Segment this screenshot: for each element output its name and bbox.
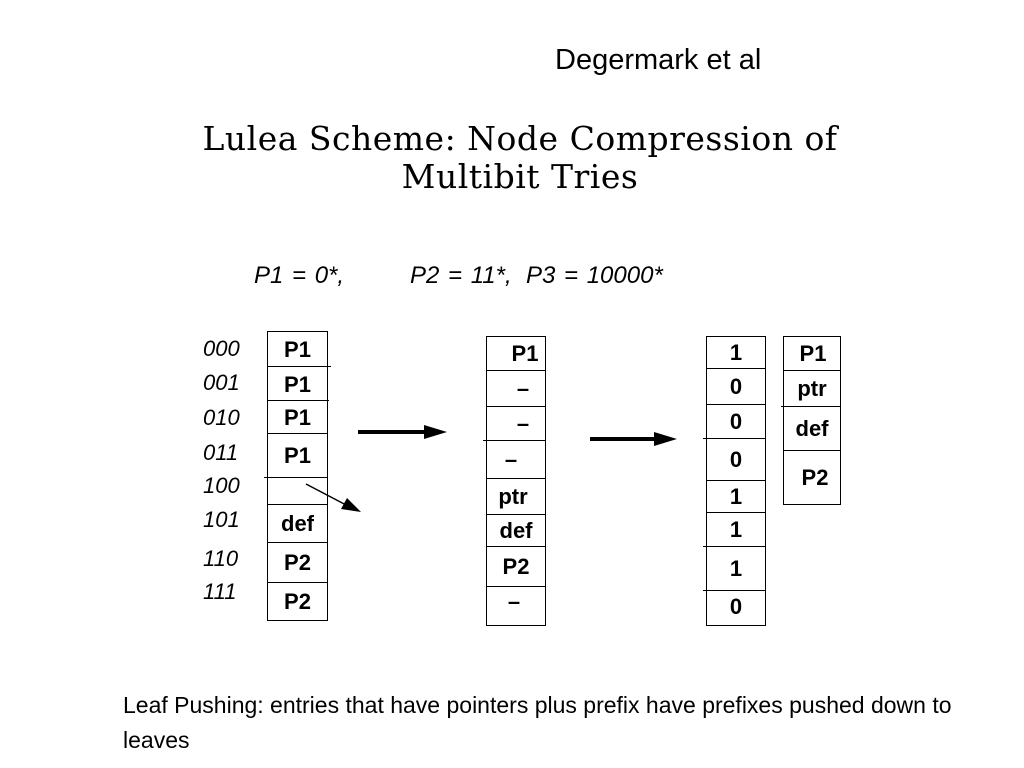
bitmap-cell: 0 <box>729 447 743 472</box>
diagonal-arrow-icon <box>306 484 361 512</box>
bit-label: 001 <box>203 370 240 395</box>
table-cell: – <box>507 589 521 614</box>
prefix-p2: P2 = 11*, <box>410 262 512 289</box>
table-cell: def <box>499 518 533 543</box>
bit-label: 011 <box>203 440 239 465</box>
table-cell: P2 <box>284 550 311 575</box>
prefix-p3: P3 = 10000* <box>526 262 663 289</box>
bitmap-cell: 0 <box>729 374 743 399</box>
bit-label: 110 <box>203 546 239 571</box>
bitmap-cell: 1 <box>729 484 743 509</box>
table-cell: P2 <box>801 464 829 490</box>
bit-label: 111 <box>203 579 237 604</box>
arrow-right-icon <box>358 425 447 439</box>
table-cell: def <box>795 416 829 441</box>
bit-label: 100 <box>203 473 240 498</box>
table-cell: def <box>281 511 314 536</box>
table-cell: P2 <box>284 588 311 614</box>
bitmap-cell: 1 <box>729 556 743 581</box>
bitmap-cell: 0 <box>729 594 743 619</box>
bitmap-cell: 1 <box>729 517 743 542</box>
table-cell: ptr <box>498 484 528 509</box>
bitmap-cell: 1 <box>729 340 743 365</box>
table-cell: ptr <box>797 376 827 401</box>
caption-text: Leaf Pushing: entries that have pointers plus prefix have prefixes pushed down to leaves <box>123 692 952 753</box>
table-cell: P1 <box>284 337 311 362</box>
table-cell: P1 <box>284 405 311 430</box>
table-cell: – <box>516 376 530 401</box>
title-line-2: Multibit Tries <box>401 157 639 196</box>
prefix-p1: P1 = 0*, <box>254 262 345 289</box>
table-cell: P1 <box>511 341 539 366</box>
bit-label: 101 <box>203 507 240 532</box>
bitmap-cell: 0 <box>729 409 743 434</box>
author-label: Degermark et al <box>555 44 762 76</box>
title-line-1: Lulea Scheme: Node Compression of <box>202 119 838 158</box>
table-cell: – <box>504 447 518 472</box>
table-cell: P2 <box>502 554 530 579</box>
bit-label: 010 <box>203 405 240 430</box>
table-cell: P1 <box>284 443 311 468</box>
arrow-right-icon <box>590 432 677 446</box>
bit-label: 000 <box>203 336 240 361</box>
table-cell: P1 <box>284 372 311 397</box>
table-cell: – <box>516 411 530 436</box>
table-cell: P1 <box>799 341 827 366</box>
